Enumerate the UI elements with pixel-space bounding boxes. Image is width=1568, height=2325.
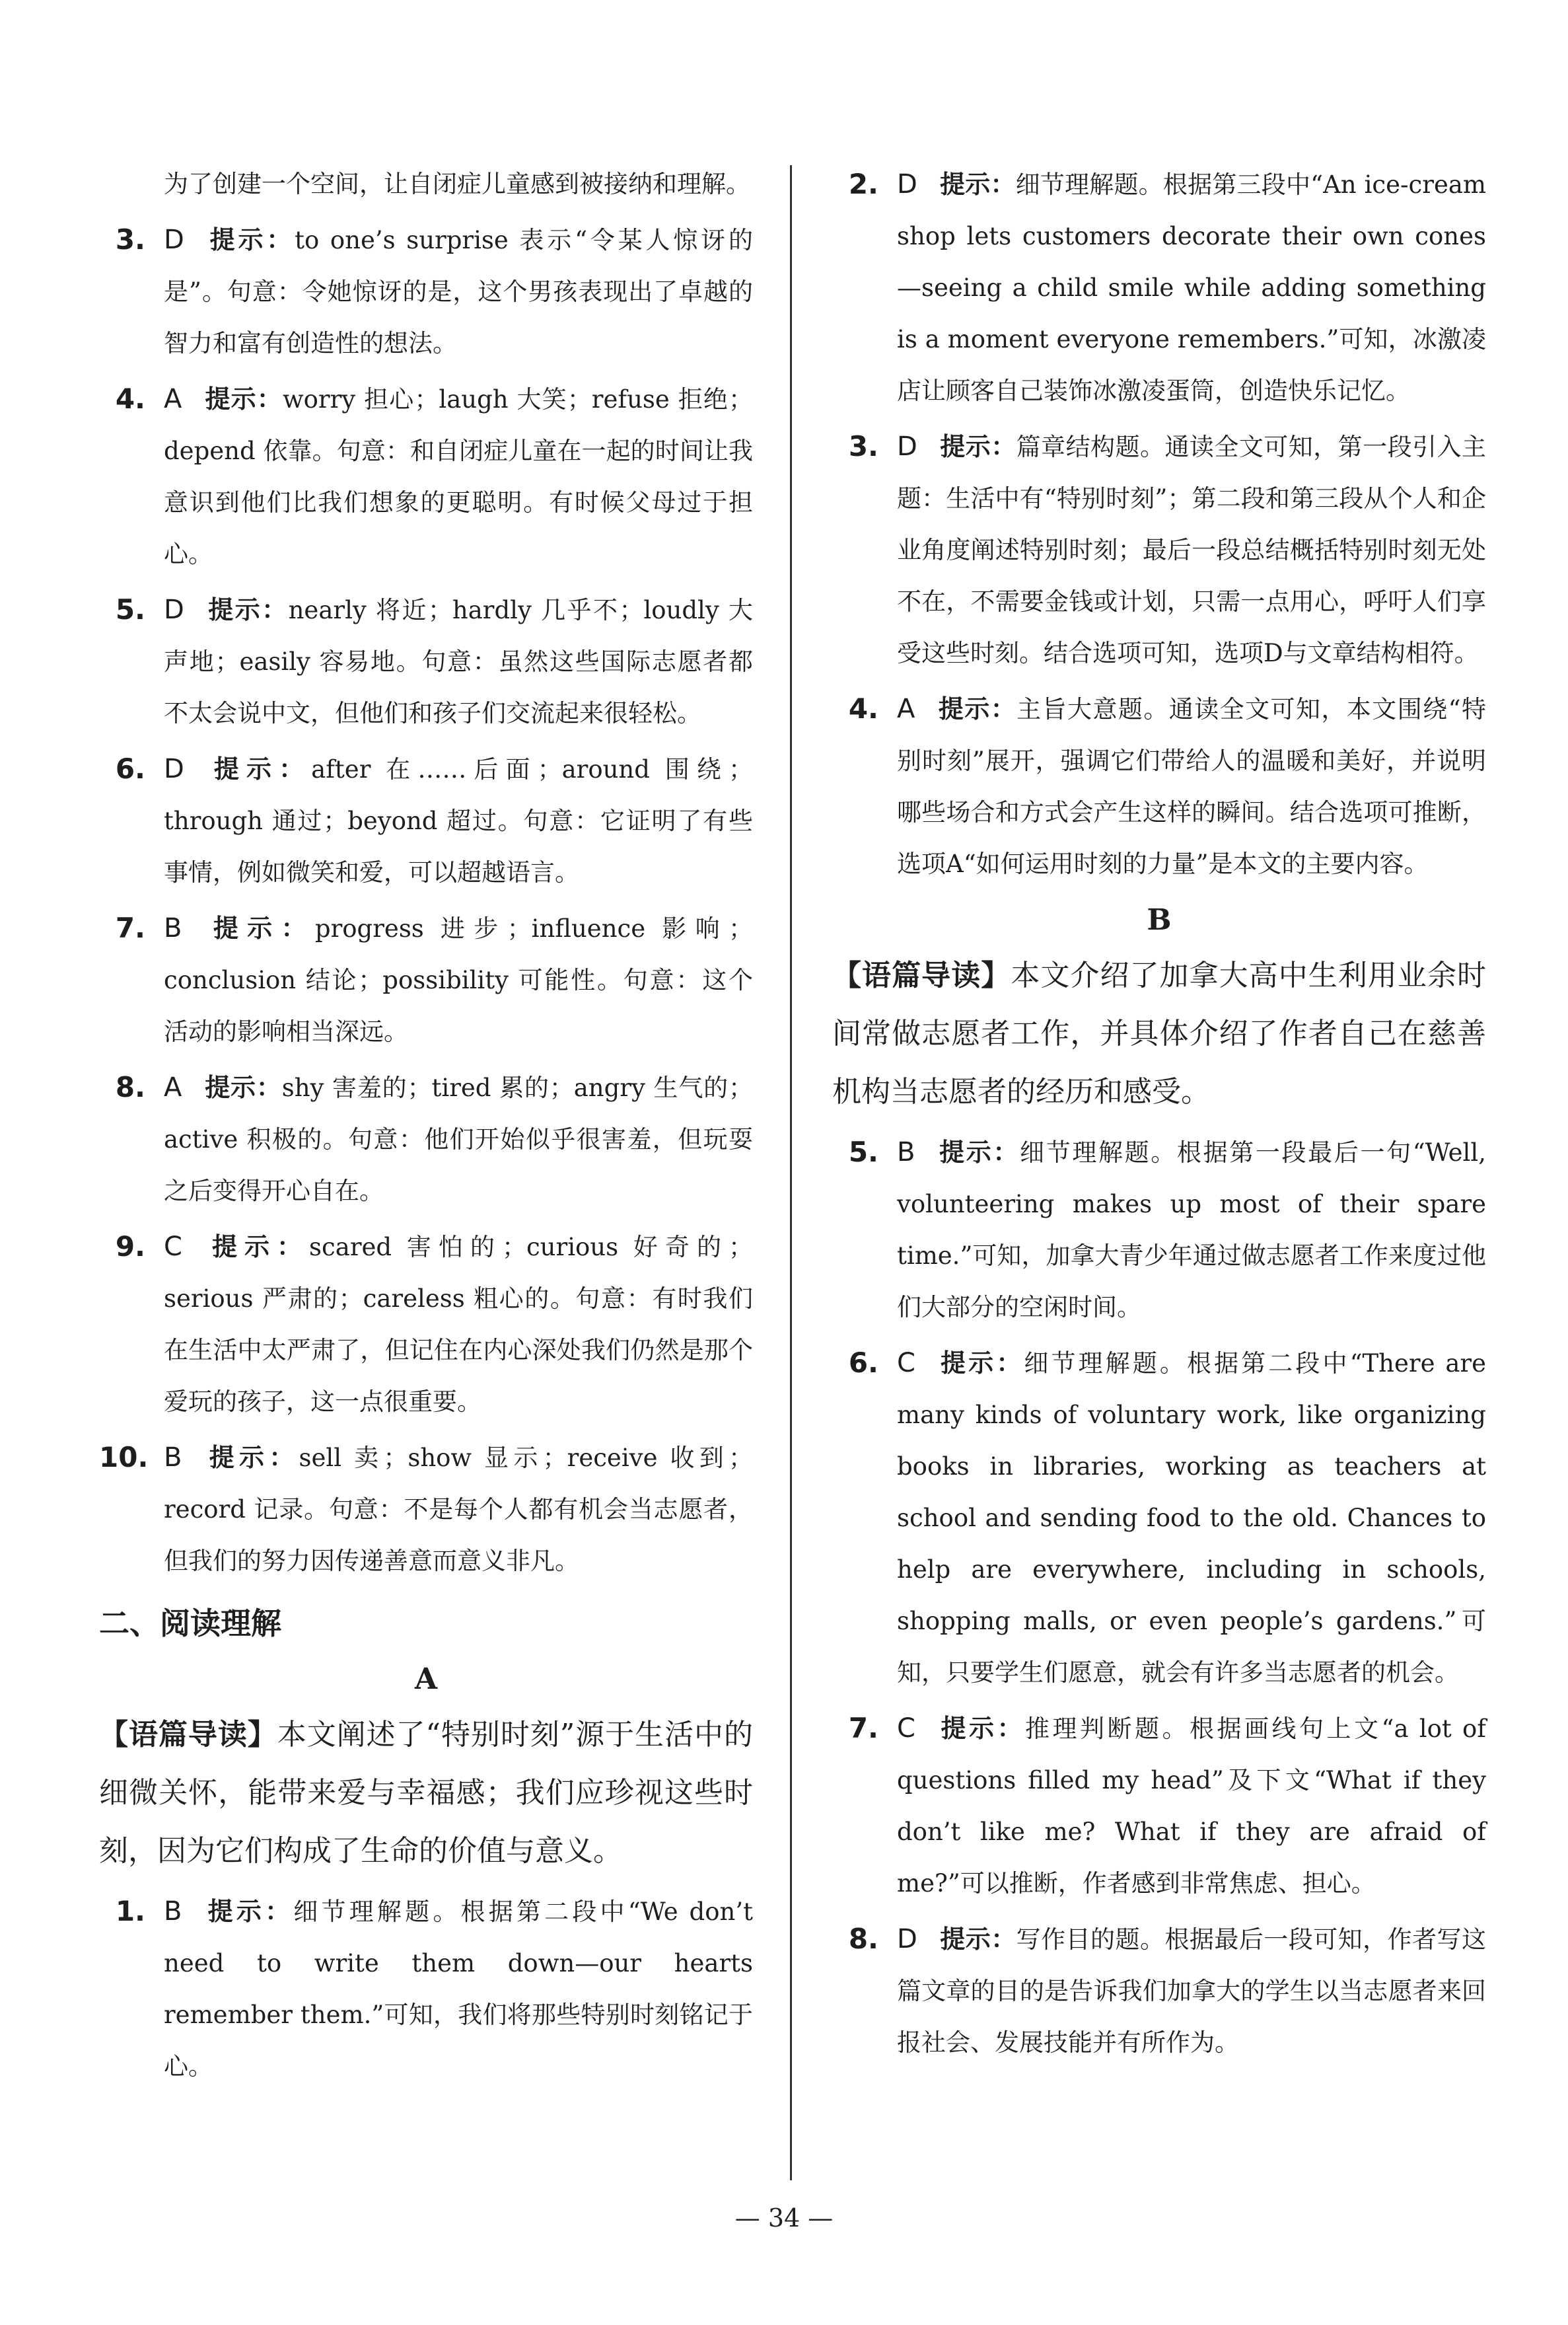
- hint-label: 提示：: [204, 914, 315, 943]
- question-number: 5.: [115, 593, 145, 626]
- explanation-text: progress 进步；influence 影响；conclusion 结论；possibility 可能性。句意：这个活动的影响相当深远。: [164, 914, 753, 1046]
- answer-letter: A: [164, 384, 182, 414]
- intro-label: 【语篇导读】: [832, 959, 1011, 992]
- column-divider: [790, 165, 792, 2180]
- answer-letter: C: [897, 1348, 915, 1378]
- answer-letter: B: [164, 913, 182, 943]
- question-number: 3.: [848, 430, 878, 462]
- hint-label: 提示：: [204, 1897, 294, 1926]
- answer-letter: B: [164, 1896, 182, 1927]
- question-number: 10.: [99, 1441, 149, 1473]
- explanation-text: 主旨大意题。通读全文可知，本文围绕“特别时刻”展开，强调它们带给人的温暖和美好，并说明哪些场合和方式会产生这样的瞬间。结合选项可推断，选项A“如何运用时刻的力量”是本文的主要内容。: [897, 695, 1486, 878]
- answer-letter: D: [897, 169, 917, 200]
- question-number: 2.: [848, 168, 878, 200]
- question-number: 9.: [115, 1230, 145, 1263]
- answer-item: [99, 743, 753, 899]
- hint-label: 提示：: [939, 432, 1016, 461]
- answer-letter: D: [164, 754, 184, 784]
- answer-letter: C: [897, 1713, 915, 1744]
- answer-item: [99, 903, 753, 1058]
- hint-label: 提示：: [204, 1232, 310, 1261]
- answer-item: [832, 1126, 1486, 1333]
- explanation-text: 细节理解题。根据第一段最后一句“Well, volunteering makes up most of their spare time.”可知，加拿大青少年通过做志愿者工作来度过他们大部分的空闲时间。: [897, 1138, 1486, 1321]
- answer-item: [99, 1886, 753, 2092]
- explanation-text: after 在……后面；around 围绕；through 通过；beyond 超过。句意：它证明了有些事情，例如微笑和爱，可以超越语言。: [164, 755, 753, 887]
- answer-list: [832, 159, 1486, 890]
- right-column: [832, 159, 1486, 2073]
- question-number: 7.: [848, 1712, 878, 1744]
- question-number: 8.: [115, 1071, 145, 1103]
- explanation-text: 推理判断题。根据画线句上文“a lot of questions filled my head”及下文“What if they don’t like me? What if they are afraid of me?”可以推断，作者感到非常焦虑、担心。: [897, 1715, 1486, 1898]
- question-number: 7.: [115, 912, 145, 944]
- answer-letter: B: [897, 1137, 915, 1167]
- intro-text: 本文阐述了“特别时刻”源于生活中的细微关怀，能带来爱与幸福感；我们应珍视这些时刻，因为它们构成了生命的价值与意义。: [99, 1718, 753, 1868]
- explanation-text: 篇章结构题。通读全文可知，第一段引入主题：生活中有“特别时刻”；第二段和第三段从个人和企业角度阐述特别时刻；最后一段总结概括特别时刻无处不在，不需要金钱或计划，只需一点用心，呼吁人们享受这些时刻。结合选项可知，选项D与文章结构相符。: [897, 433, 1486, 667]
- explanation-text: 细节理解题。根据第三段中“An ice-cream shop lets customers decorate their own cones—seeing a child smile while adding something is a moment everyone remembers.”可知，冰激凌店让顾客自己装饰冰激凌蛋筒，创造快乐记忆。: [897, 170, 1486, 405]
- explanation-text: 细节理解题。根据第二段中“We don’t need to write them down—our hearts remember them.”可知，我们将那些特别时刻铭记于心。: [164, 1898, 753, 2081]
- explanation-text: shy 害羞的；tired 累的；angry 生气的；active 积极的。句意：他们开始似乎很害羞，但玩耍之后变得开心自在。: [164, 1074, 753, 1205]
- answer-letter: C: [164, 1232, 182, 1262]
- part-label-b: B: [1147, 903, 1172, 937]
- section-title: 二、阅读理解: [99, 1605, 281, 1641]
- hint-label: 提示：: [204, 385, 283, 414]
- answer-list: [832, 1126, 1486, 2069]
- left-column: [99, 159, 753, 2096]
- hint-label: 提示：: [937, 694, 1017, 723]
- passage-intro: [832, 947, 1486, 1121]
- answer-item: [832, 1913, 1486, 2069]
- passage-intro: [99, 1706, 753, 1880]
- explanation-text: 写作目的题。根据最后一段可知，作者写这篇文章的目的是告诉我们加拿大的学生以当志愿者来回报社会、发展技能并有所作为。: [897, 1925, 1486, 2057]
- answer-letter: A: [164, 1072, 182, 1103]
- question-number: 4.: [848, 692, 878, 725]
- explanation-text: scared 害怕的；curious 好奇的；serious 严肃的；careless 粗心的。句意：有时我们在生活中太严肃了，但记住在内心深处我们仍然是那个爱玩的孩子，这一点很重要。: [164, 1233, 753, 1416]
- explanation-text: worry 担心；laugh 大笑；refuse 拒绝；depend 依靠。句意：和自闭症儿童在一起的时间让我意识到他们比我们想象的更聪明。有时候父母过于担心。: [164, 385, 753, 568]
- hint-label: 提示：: [937, 1714, 1025, 1743]
- answer-letter: D: [164, 595, 184, 625]
- answer-item: [832, 1337, 1486, 1699]
- answer-item: [99, 584, 753, 739]
- explanation-text: to one’s surprise 表示“令某人惊讶的是”。句意：令她惊讶的是，这个男孩表现出了卓越的智力和富有创造性的想法。: [164, 226, 753, 357]
- hint-label: 提示：: [204, 1073, 282, 1102]
- answer-item: [99, 1062, 753, 1217]
- hint-label: 提示：: [206, 225, 295, 254]
- answer-letter: B: [164, 1442, 182, 1473]
- answer-letter: D: [897, 1924, 917, 1954]
- answer-item: [99, 214, 753, 369]
- hint-label: 提示：: [937, 1348, 1024, 1378]
- explanation-text: nearly 将近；hardly 几乎不；loudly 大声地；easily 容易地。句意：虽然这些国际志愿者都不太会说中文，但他们和孩子们交流起来很轻松。: [164, 596, 753, 727]
- question-number: 5.: [848, 1136, 878, 1168]
- answer-letter: A: [897, 694, 915, 724]
- explanation-text: 细节理解题。根据第二段中“There are many kinds of voluntary work, like organizing books in libraries, working as teachers at school and sending food to the old. Chances to help are everywhere, including in schools, shopping malls, or even people’s gardens.”可知，只要学生们愿意，就会有许多当志愿者的机会。: [897, 1349, 1486, 1687]
- answer-list: [99, 214, 753, 1587]
- question-number: 4.: [115, 383, 145, 415]
- page-number: — 34 —: [734, 2203, 834, 2233]
- answer-item: [99, 373, 753, 580]
- answer-letter: D: [897, 431, 917, 462]
- hint-label: 提示：: [204, 1443, 299, 1472]
- answer-item: [99, 1432, 753, 1587]
- intro-text: 本文介绍了加拿大高中生利用业余时间常做志愿者工作，并具体介绍了作者自己在慈善机构当志愿者的经历和感受。: [832, 959, 1487, 1109]
- answer-item: [832, 1703, 1486, 1909]
- answer-item: [832, 421, 1486, 679]
- intro-label: 【语篇导读】: [99, 1718, 277, 1752]
- answer-item: [832, 683, 1486, 890]
- answer-item: [832, 159, 1486, 417]
- part-label-a: A: [414, 1662, 438, 1696]
- hint-label: 提示：: [206, 595, 289, 624]
- hint-label: 提示：: [939, 170, 1016, 199]
- hint-label: 提示：: [937, 1138, 1020, 1167]
- continued-text: 为了创建一个空间，让自闭症儿童感到被接纳和理解。: [164, 170, 750, 198]
- answer-letter: D: [164, 225, 184, 255]
- question-number: 6.: [848, 1347, 878, 1379]
- answer-list: [99, 1886, 753, 2092]
- question-number: 8.: [848, 1923, 878, 1955]
- explanation-text: sell 卖；show 显示；receive 收到；record 记录。句意：不是每个人都有机会当志愿者，但我们的努力因传递善意而意义非凡。: [164, 1444, 753, 1575]
- hint-label: 提示：: [206, 755, 312, 784]
- hint-label: 提示：: [939, 1925, 1016, 1954]
- question-number: 6.: [115, 753, 145, 785]
- answer-item: [99, 1221, 753, 1428]
- question-number: 1.: [115, 1895, 145, 1927]
- question-number: 3.: [115, 223, 145, 256]
